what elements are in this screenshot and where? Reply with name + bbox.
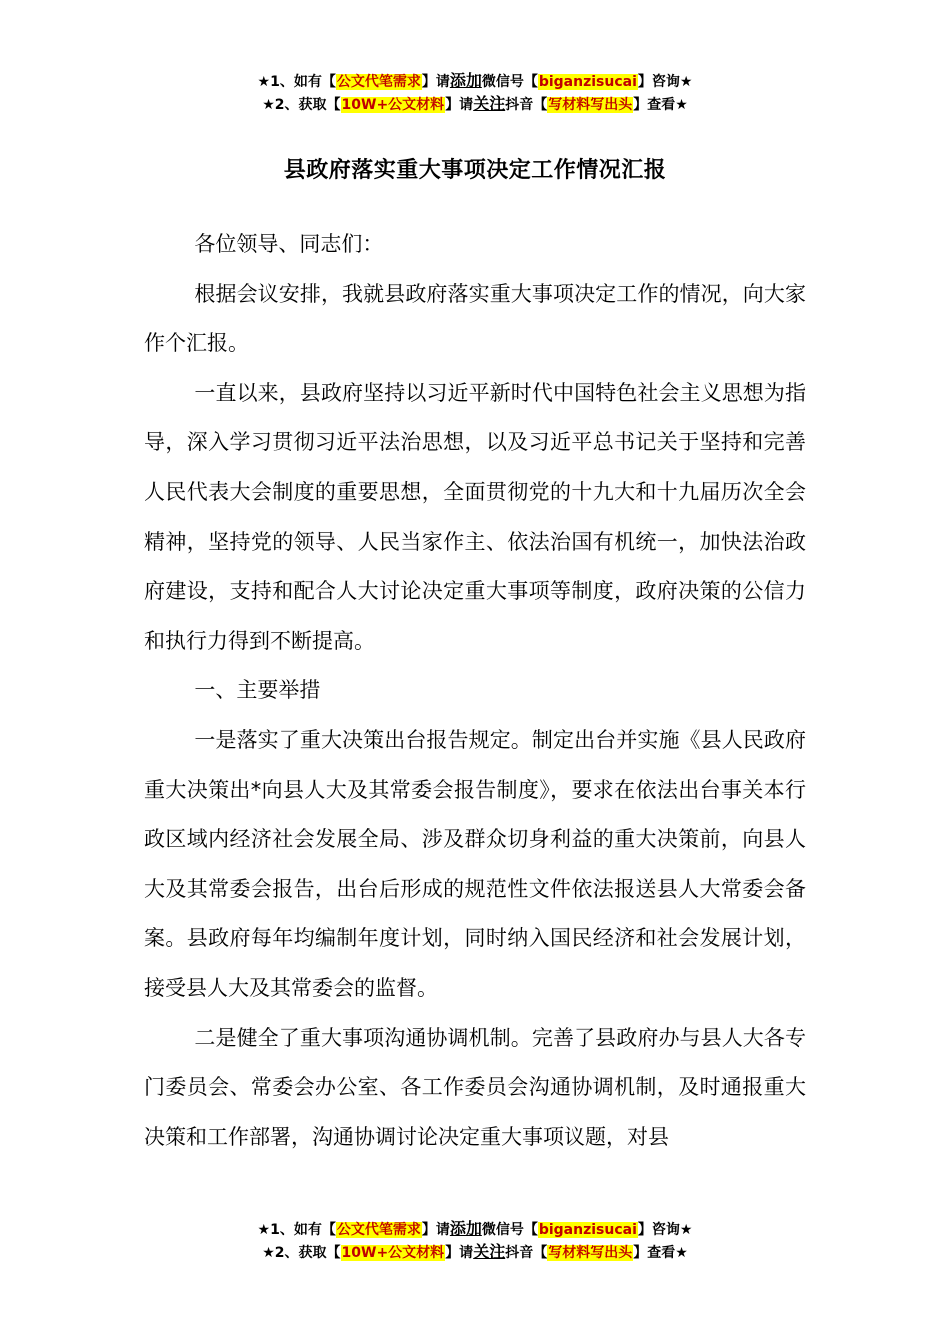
body-paragraph: 一直以来，县政府坚持以习近平新时代中国特色社会主义思想为指导，深入学习贯彻习近平法治思想，以及习近平总书记关于坚持和完善人民代表大会制度的重要思想，全面贯彻党的十九大和十九届历次全会精神，坚持党的领导、人民当家作主、依法治国有机统一，加快法治政府建设，支持和配合人大讨论决定重大事项等制度，政府决策的公信力和执行力得到不断提高。 (144, 380, 806, 653)
promo-text: 】查看★ (633, 97, 688, 113)
salutation: 各位领导、同志们： (194, 232, 384, 256)
promo-highlight: 10W+公文材料 (341, 1245, 445, 1261)
document-body (144, 220, 806, 1162)
promo-emphasis: 添加 (449, 1219, 482, 1238)
body-paragraph: 二是健全了重大事项沟通协调机制。完善了县政府办与县人大各专门委员会、常委会办公室、各工作委员会沟通协调机制，及时通报重大决策和工作部署，沟通协调讨论决定重大事项议题，对县 (144, 1025, 806, 1149)
promo-banner-bottom (0, 1218, 950, 1264)
promo-text: ★2、获取【 (262, 97, 341, 113)
promo-highlight: biganzisucai (538, 74, 637, 90)
promo-text: 】请 (445, 1245, 474, 1261)
promo-text: ★1、如有【 (257, 74, 336, 90)
document-title: 县政府落实重大事项决定工作情况汇报 (283, 158, 667, 183)
promo-banner-top (0, 70, 950, 116)
section-heading: 一、主要举措 (194, 678, 321, 703)
promo-text: 】请 (421, 1222, 450, 1238)
promo-text: 】请 (421, 74, 450, 90)
promo-highlight: 写材料写出头 (548, 1245, 633, 1261)
promo-text: 】咨询★ (637, 74, 693, 90)
promo-text: 微信号【 (481, 74, 538, 90)
promo-text: 抖音【 (505, 97, 548, 113)
promo-text: 微信号【 (481, 1222, 538, 1238)
promo-highlight: 10W+公文材料 (341, 97, 445, 113)
promo-text: 抖音【 (505, 1245, 548, 1261)
promo-emphasis: 关注 (473, 1242, 506, 1261)
promo-highlight: biganzisucai (538, 1222, 637, 1238)
promo-line-2 (0, 93, 950, 116)
promo-emphasis: 关注 (473, 94, 506, 113)
promo-text: 】请 (445, 97, 474, 113)
promo-text: 】咨询★ (637, 1222, 693, 1238)
promo-highlight: 公文代笔需求 (336, 74, 421, 90)
promo-text: ★2、获取【 (262, 1245, 341, 1261)
promo-highlight: 公文代笔需求 (336, 1222, 421, 1238)
promo-text: ★1、如有【 (257, 1222, 336, 1238)
promo-line-1 (0, 70, 950, 93)
promo-line-2 (0, 1241, 950, 1264)
promo-text: 】查看★ (633, 1245, 688, 1261)
body-paragraph: 根据会议安排，我就县政府落实重大事项决定工作的情况，向大家作个汇报。 (144, 281, 806, 356)
promo-line-1 (0, 1218, 950, 1241)
promo-emphasis: 添加 (449, 71, 482, 90)
promo-highlight: 写材料写出头 (548, 97, 633, 113)
body-paragraph: 一是落实了重大决策出台报告规定。制定出台并实施《县人民政府重大决策出*向县人大及其常委会报告制度》，要求在依法出台事关本行政区域内经济社会发展全局、涉及群众切身利益的重大决策前，向县人大及其常委会报告，出台后形成的规范性文件依法报送县人大常委会备案。县政府每年均编制年度计划，同时纳入国民经济和社会发展计划，接受县人大及其常委会的监督。 (144, 727, 806, 1000)
